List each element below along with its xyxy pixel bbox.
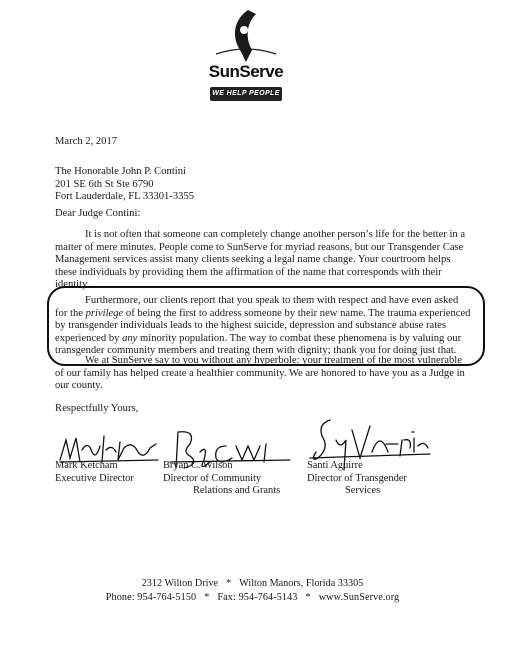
signatory-name: Mark Ketcham (55, 460, 118, 471)
signatory-name: Santi Aguirre (307, 460, 363, 471)
signatory-1 (55, 460, 175, 485)
signatory-title: Director of Transgender (307, 472, 407, 484)
footer-city: Wilton Manors, Florida 33305 (239, 578, 364, 589)
footer-separator: * (305, 592, 311, 603)
signatory-title: Relations and Grants (193, 485, 281, 496)
recipient-line: Fort Lauderdale, FL 33301-3355 (55, 191, 195, 202)
signatory-2 (163, 460, 313, 498)
signatory-name: Bryan C. Wilson (163, 460, 233, 471)
signatory-3 (307, 460, 477, 498)
logo-tagline: WE HELP PEOPLE (210, 87, 282, 101)
signatory-title: Services (345, 485, 381, 496)
footer-website: www.SunServe.org (318, 592, 400, 603)
paragraph-text: minority population. The way to combat these phenomena is by valuing our transgender community members and treating them with dignity; thank you for doing just that. (55, 332, 462, 356)
closing: Respectfully Yours, (55, 403, 139, 414)
footer-separator: * (226, 578, 232, 589)
paragraph-text: of being the first to address someone by their new name. The trauma experienced by transgender individuals leads to the highest suicide, depression and substance abuse rates experienced by (55, 307, 471, 344)
signatory-title: Executive Director (55, 472, 134, 484)
signature-ketcham (60, 436, 158, 462)
footer-separator: * (204, 592, 210, 603)
salutation: Dear Judge Contini: (55, 208, 141, 219)
letter-date: March 2, 2017 (55, 136, 118, 147)
emphasis-privilege: privilege (85, 307, 124, 319)
emphasis-any: any (122, 332, 138, 344)
logo-wordmark: SunServe (208, 62, 284, 81)
letterhead-footer (0, 577, 505, 605)
recipient-line: 201 SE 6th St Ste 6790 (55, 178, 154, 190)
recipient-line: The Honorable John P. Contini (55, 166, 186, 177)
footer-fax: Fax: 954-764-5143 (217, 592, 298, 603)
paragraph-text: We at SunServe say to you without any hyperbole: your treatment of the most vulnerable of our family has helped create a healthier community. We are honored to have you as a Judge in our county. (55, 355, 465, 391)
paragraph-text: Furthermore, our clients report that you speak to them with respect and have even asked for the (55, 295, 459, 319)
signatory-title: Director of Community (163, 472, 262, 484)
footer-phone: Phone: 954-764-5150 (105, 592, 197, 603)
paragraph-text: It is not often that someone can completely change another person’s life for the better in a matter of mere minutes. People come to SunServe for myriad reasons, but our Transgender Case Management services assist many clients seeking a legal name change. Your courtroom helps these individuals by providing them the affirmation of the name that corresponds with their identity. (55, 229, 466, 290)
footer-address: 2312 Wilton Drive (141, 578, 219, 589)
